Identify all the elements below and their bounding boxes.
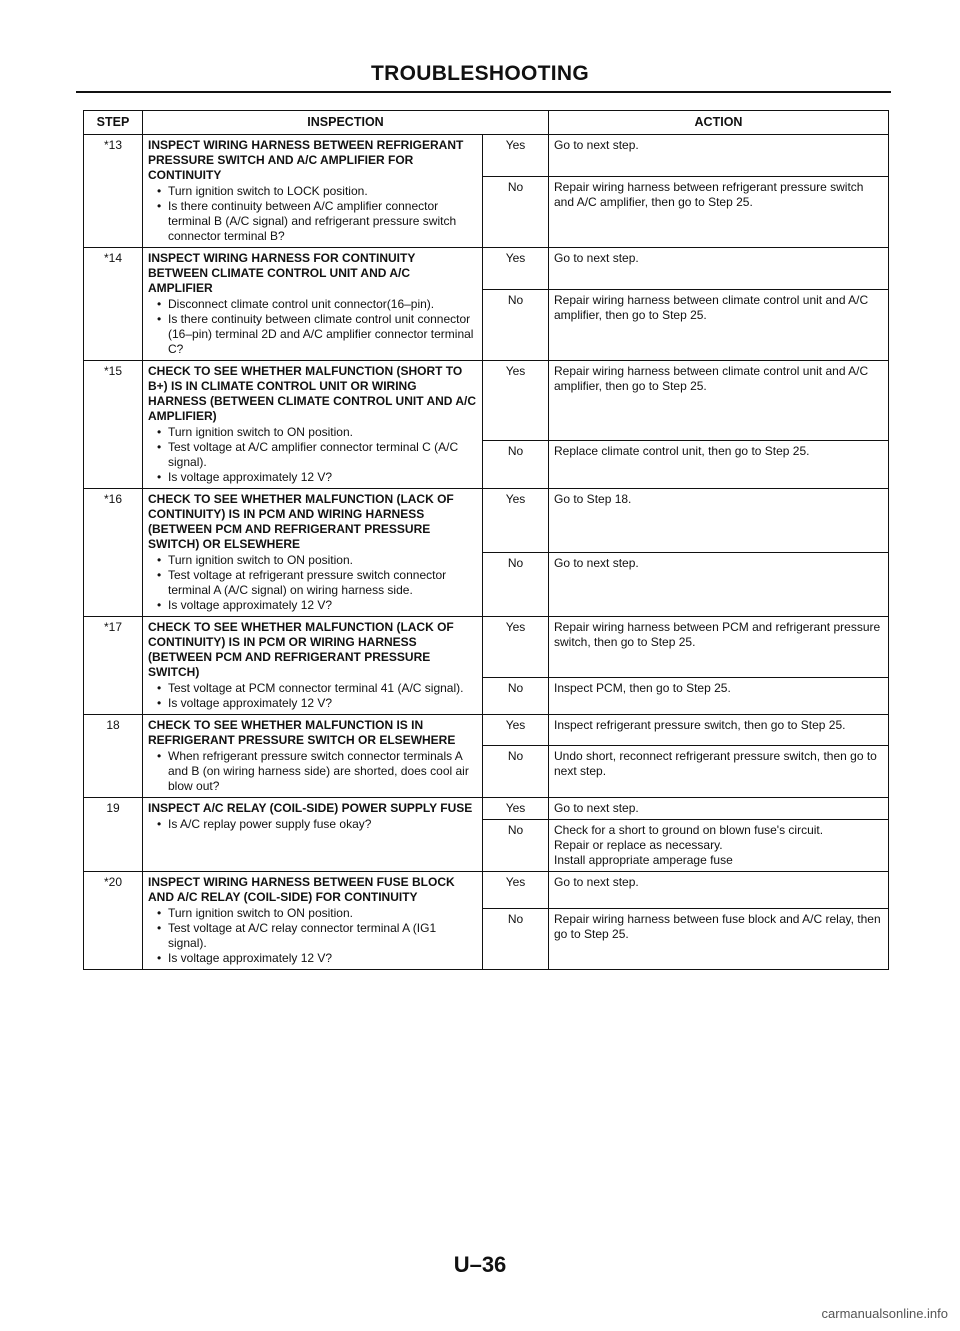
yes-label: Yes [483, 617, 549, 678]
no-label: No [483, 820, 549, 872]
step-number: *20 [84, 872, 143, 970]
inspection-cell [143, 617, 483, 715]
inspection-title: INSPECT WIRING HARNESS BETWEEN FUSE BLOCK AND A/C RELAY (COIL-SIDE) FOR CONTINUITY [148, 875, 455, 904]
action-line: Inspect PCM, then go to Step 25. [554, 681, 731, 696]
yes-label: Yes [483, 872, 549, 909]
table-row [84, 798, 889, 820]
inspection-bullets [148, 906, 477, 966]
inspection-bullet: • Turn ignition switch to ON position. [168, 553, 477, 568]
step-number: *15 [84, 361, 143, 489]
inspection-title: CHECK TO SEE WHETHER MALFUNCTION (SHORT TO B+) IS IN CLIMATE CONTROL UNIT OR WIRING HARNESS (BETWEEN CLIMATE CONTROL UNIT AND A/C AMPLIFIER) [148, 364, 476, 423]
no-action [549, 745, 889, 797]
table-row [84, 489, 889, 553]
action-line: Repair wiring harness between fuse block and A/C relay, then go to Step 25. [554, 911, 881, 941]
page-title: TROUBLESHOOTING [371, 62, 589, 85]
action-line: Go to next step. [554, 251, 639, 265]
inspection-bullet: • Is there continuity between A/C amplifier connector terminal B (A/C signal) and refrigerant pressure switch connector terminal B? [168, 199, 477, 244]
inspection-bullets [148, 681, 477, 711]
action-line: Go to next step. [554, 556, 639, 570]
no-label: No [483, 290, 549, 361]
inspection-cell [143, 248, 483, 361]
header-inspection: INSPECTION [143, 111, 549, 135]
no-label: No [483, 441, 549, 489]
inspection-bullet: • When refrigerant pressure switch connector terminals A and B (on wiring harness side) are shorted, does cool air blow out? [168, 749, 477, 794]
inspection-title: CHECK TO SEE WHETHER MALFUNCTION IS IN REFRIGERANT PRESSURE SWITCH OR ELSEWHERE [148, 718, 456, 747]
action-line: Repair wiring harness between refrigerant pressure switch and A/C amplifier, then go to Step 25. [554, 180, 864, 210]
no-action [549, 678, 889, 715]
yes-action [549, 135, 889, 177]
inspection-bullet: • Is there continuity between climate control unit connector (16–pin) terminal 2D and A/C amplifier connector terminal C? [168, 312, 477, 357]
yes-action [549, 617, 889, 678]
action-line: Go to next step. [554, 801, 639, 815]
no-label: No [483, 745, 549, 797]
inspection-cell [143, 715, 483, 798]
inspection-cell [143, 872, 483, 970]
inspection-bullet: • Turn ignition switch to ON position. [168, 425, 477, 440]
inspection-title: CHECK TO SEE WHETHER MALFUNCTION (LACK OF CONTINUITY) IS IN PCM OR WIRING HARNESS (BETWEEN PCM AND REFRIGERANT PRESSURE SWITCH) [148, 620, 454, 679]
step-number: 18 [84, 715, 143, 798]
inspection-bullet: • Turn ignition switch to LOCK position. [168, 184, 477, 199]
yes-label: Yes [483, 135, 549, 177]
action-line: Repair wiring harness between climate control unit and A/C amplifier, then go to Step 25. [554, 364, 869, 393]
yes-label: Yes [483, 248, 549, 290]
table-row [84, 617, 889, 678]
table-row [84, 248, 889, 290]
action-line: Replace climate control unit, then go to Step 25. [554, 444, 810, 459]
inspection-title: INSPECT WIRING HARNESS FOR CONTINUITY BETWEEN CLIMATE CONTROL UNIT AND A/C AMPLIFIER [148, 251, 416, 295]
inspection-bullet: • Disconnect climate control unit connector(16–pin). [168, 297, 477, 312]
troubleshooting-table [83, 110, 889, 970]
action-line: Undo short, reconnect refrigerant pressure switch, then go to next step. [554, 748, 877, 778]
table-row [84, 135, 889, 177]
inspection-title: CHECK TO SEE WHETHER MALFUNCTION (LACK OF CONTINUITY) IS IN PCM AND WIRING HARNESS (BETWEEN PCM AND REFRIGERANT PRESSURE SWITCH) OR ELSEWHERE [148, 492, 454, 551]
no-label: No [483, 678, 549, 715]
no-label: No [483, 177, 549, 248]
inspection-cell [143, 489, 483, 617]
table-row [84, 715, 889, 746]
action-line: Inspect refrigerant pressure switch, then go to Step 25. [554, 718, 846, 732]
table-row [84, 361, 889, 441]
table-row [84, 872, 889, 909]
inspection-title: INSPECT A/C RELAY (COIL-SIDE) POWER SUPPLY FUSE [148, 801, 473, 815]
inspection-bullet: • Turn ignition switch to ON position. [168, 906, 477, 921]
yes-action [549, 715, 889, 746]
action-line: Go to next step. [554, 138, 639, 152]
inspection-bullet: • Test voltage at refrigerant pressure switch connector terminal A (A/C signal) on wiring harness side. [168, 568, 477, 598]
inspection-bullet: • Is A/C replay power supply fuse okay? [168, 817, 477, 832]
inspection-bullets [148, 749, 477, 794]
yes-action [549, 489, 889, 553]
inspection-cell [143, 135, 483, 248]
no-action [549, 553, 889, 617]
step-number: *14 [84, 248, 143, 361]
step-number: *13 [84, 135, 143, 248]
step-number: *17 [84, 617, 143, 715]
no-action [549, 441, 889, 489]
inspection-bullet: • Test voltage at A/C amplifier connector terminal C (A/C signal). [168, 440, 477, 470]
action-line: Repair or replace as necessary. [554, 838, 723, 852]
inspection-bullets [148, 184, 477, 244]
yes-label: Yes [483, 715, 549, 746]
action-line: Repair wiring harness between climate control unit and A/C amplifier, then go to Step 25. [554, 293, 869, 323]
inspection-cell [143, 361, 483, 489]
inspection-bullet: • Test voltage at PCM connector terminal 41 (A/C signal). [168, 681, 477, 696]
yes-action [549, 361, 889, 441]
yes-action [549, 872, 889, 909]
action-line: Go to Step 18. [554, 492, 632, 506]
yes-label: Yes [483, 489, 549, 553]
inspection-bullet: • Test voltage at A/C relay connector terminal A (IG1 signal). [168, 921, 477, 951]
yes-action [549, 248, 889, 290]
inspection-cell [143, 798, 483, 872]
action-line: Repair wiring harness between PCM and refrigerant pressure switch, then go to Step 25. [554, 620, 881, 649]
inspection-bullet: • Is voltage approximately 12 V? [168, 696, 477, 711]
table-header-row [84, 111, 889, 135]
page-number: U–36 [453, 1252, 507, 1277]
no-action [549, 820, 889, 872]
inspection-bullet: • Is voltage approximately 12 V? [168, 470, 477, 485]
header-step: STEP [84, 111, 143, 135]
no-action [549, 908, 889, 969]
yes-action [549, 798, 889, 820]
title-rule [76, 91, 891, 93]
yes-label: Yes [483, 798, 549, 820]
inspection-bullets [148, 297, 477, 357]
header-action: ACTION [549, 111, 889, 135]
no-label: No [483, 553, 549, 617]
step-number: 19 [84, 798, 143, 872]
inspection-bullet: • Is voltage approximately 12 V? [168, 598, 477, 613]
action-line: Check for a short to ground on blown fuse's circuit. [554, 823, 824, 837]
no-label: No [483, 908, 549, 969]
watermark: carmanualsonline.info [821, 1306, 948, 1321]
step-number: *16 [84, 489, 143, 617]
inspection-bullet: • Is voltage approximately 12 V? [168, 951, 477, 966]
inspection-bullets [148, 425, 477, 485]
inspection-title: INSPECT WIRING HARNESS BETWEEN REFRIGERANT PRESSURE SWITCH AND A/C AMPLIFIER FOR CONTINUITY [148, 138, 464, 182]
no-action [549, 290, 889, 361]
inspection-bullets [148, 553, 477, 613]
no-action [549, 177, 889, 248]
action-line: Go to next step. [554, 875, 639, 889]
yes-label: Yes [483, 361, 549, 441]
inspection-bullets [148, 817, 477, 832]
action-line: Install appropriate amperage fuse [554, 853, 733, 867]
